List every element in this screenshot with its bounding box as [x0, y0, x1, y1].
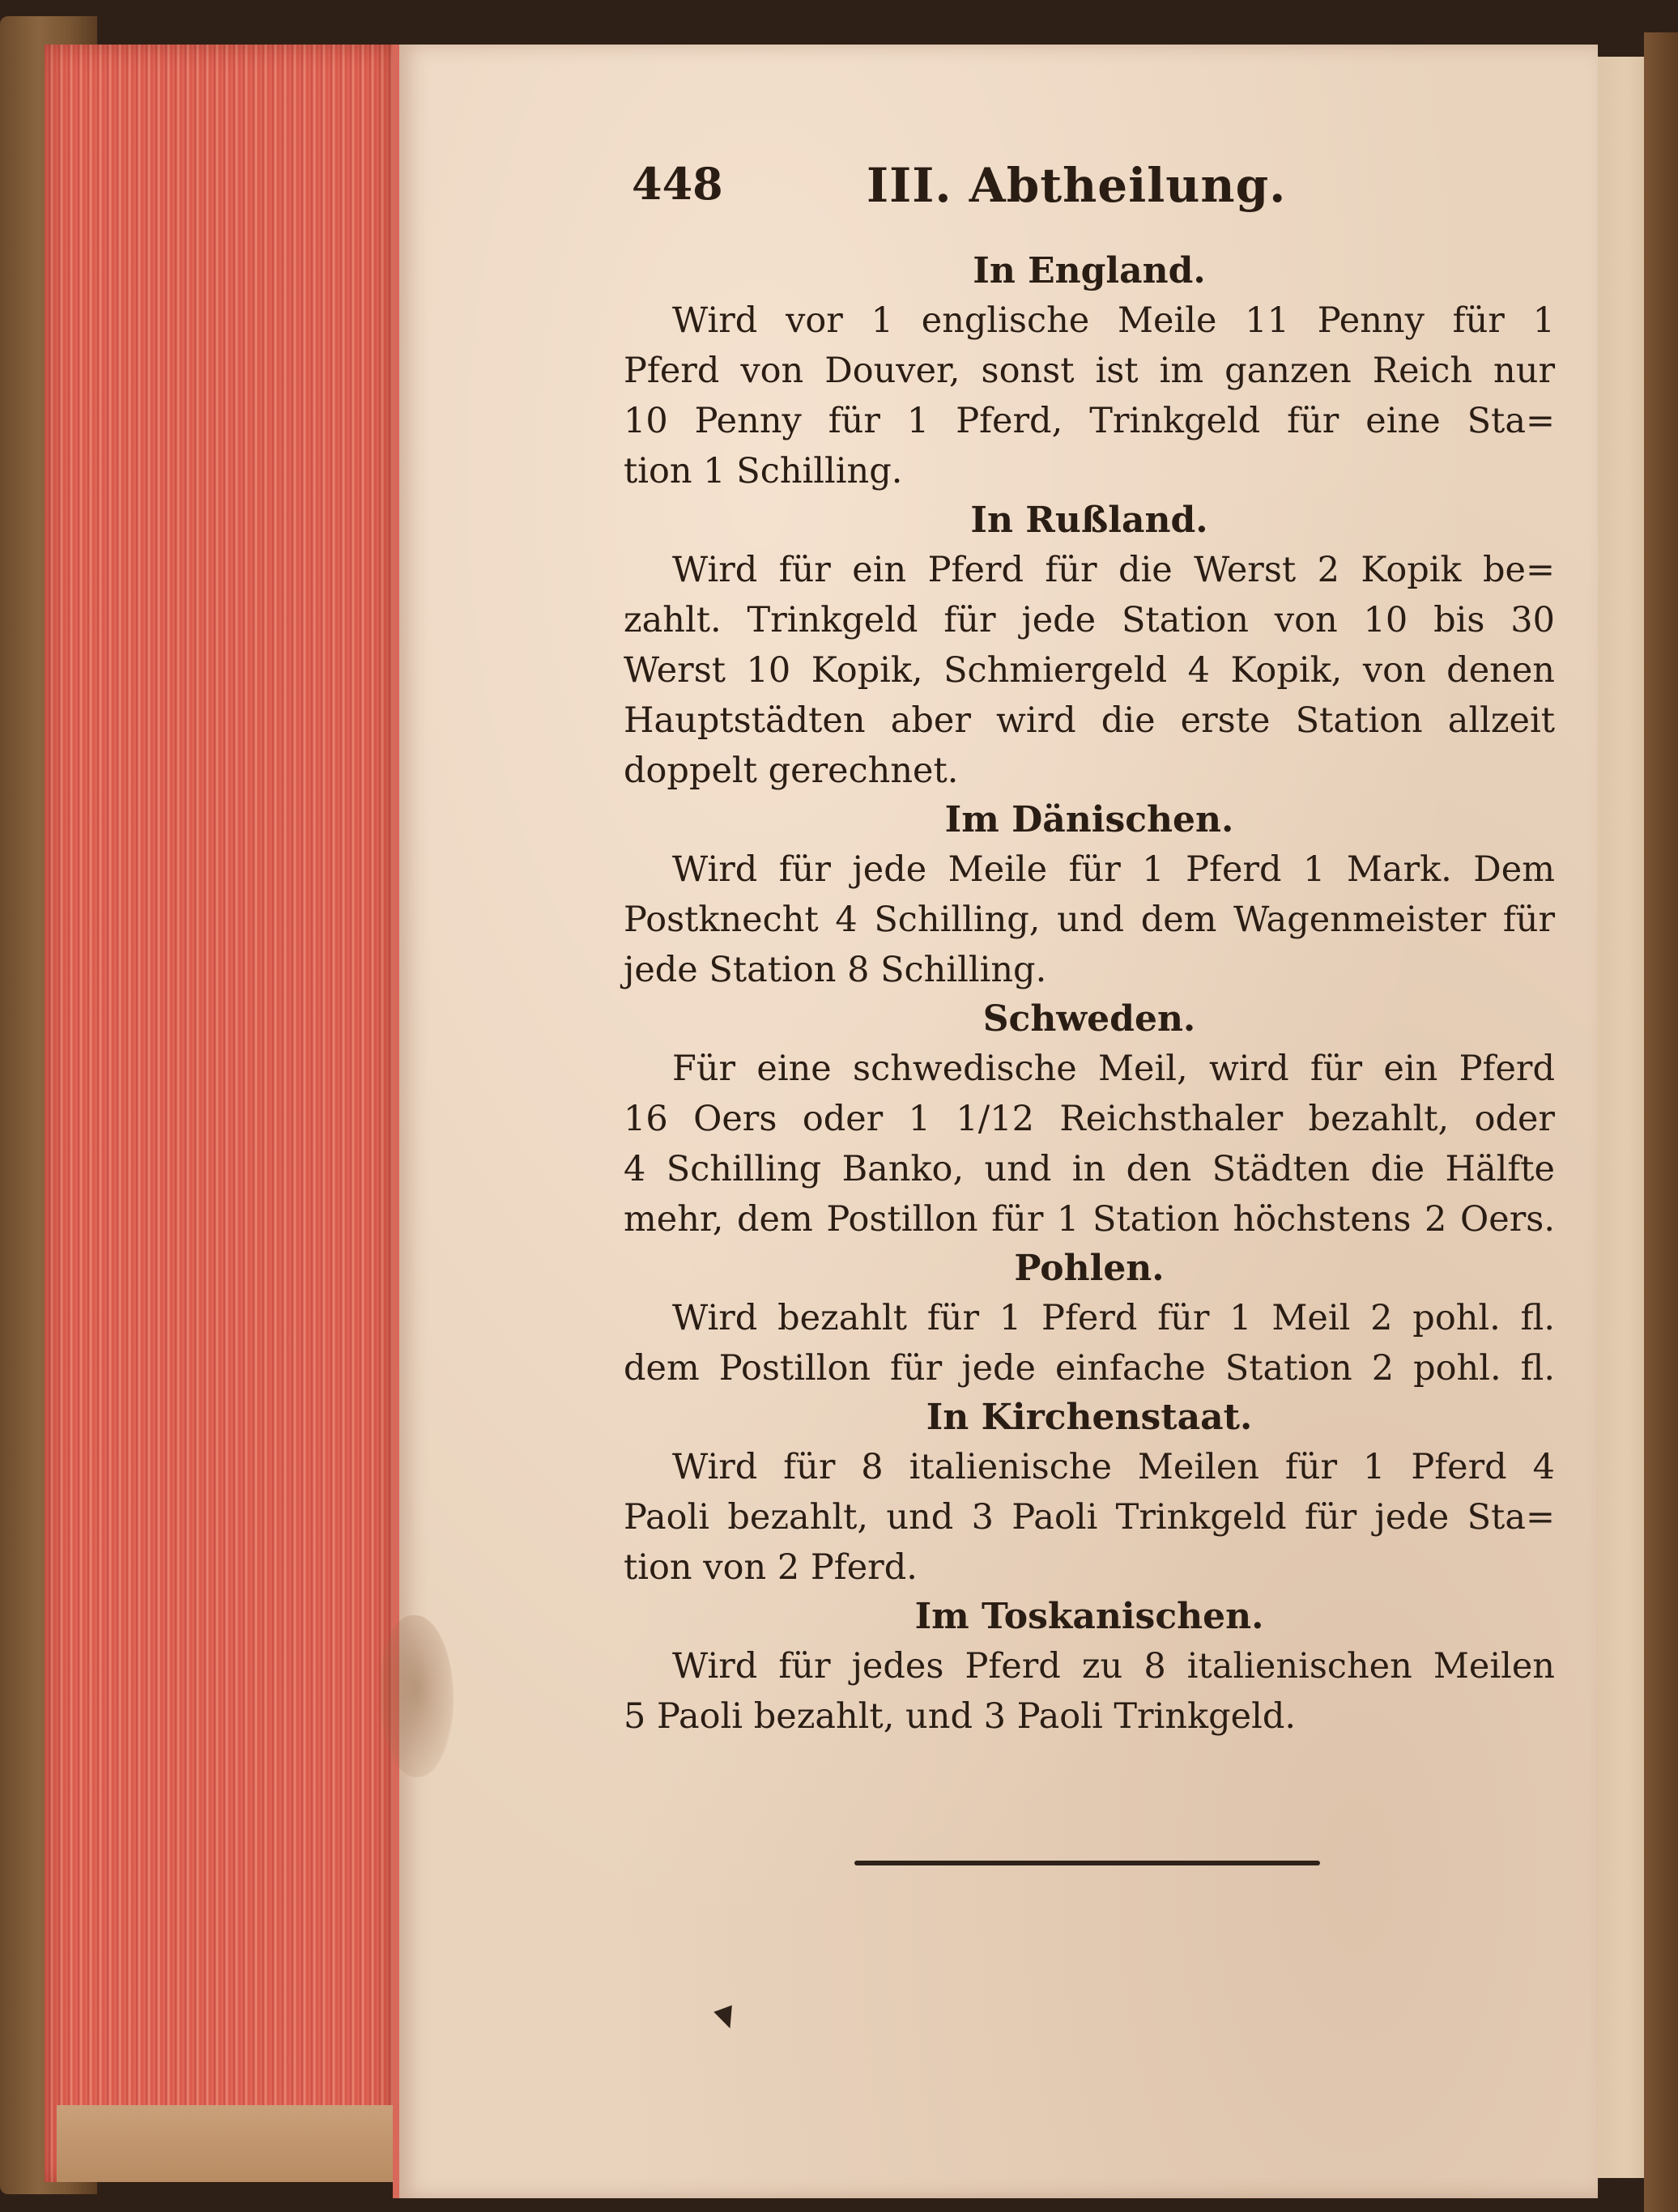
section-body [624, 1293, 1555, 1393]
section-title: Pohlen. [1014, 1248, 1165, 1289]
section-title: In Rußland. [970, 500, 1208, 541]
running-head: III. Abtheilung. [867, 158, 1287, 213]
text-line: tion 1 Schilling. [624, 451, 903, 491]
section-toskanischen [624, 1593, 1555, 1742]
text-line: jede Station 8 Schilling. [624, 950, 1047, 990]
text-line: Werst 10 Kopik, Schmiergeld 4 Kopik, von denen [624, 650, 1555, 691]
section-body [624, 1641, 1555, 1742]
text-line: dem Postillon für jede einfache Station 2 pohl. fl. [624, 1348, 1555, 1389]
text-line: 10 Penny für 1 Pferd, Trinkgeld für eine Sta= [624, 401, 1555, 441]
text-line: Postknecht 4 Schilling, und dem Wagenmeister für [624, 900, 1555, 940]
section-body [624, 296, 1555, 496]
page-edge-bottom [57, 2105, 397, 2182]
text-line: Wird für jede Meile für 1 Pferd 1 Mark. Dem [672, 849, 1555, 890]
section-body [624, 1044, 1555, 1244]
red-page-edges [45, 45, 398, 2182]
text-line: 16 Oers oder 1 1/12 Reichsthaler bezahlt, oder [624, 1099, 1555, 1139]
section-title: Im Dänischen. [944, 799, 1234, 840]
text-line: tion von 2 Pferd. [624, 1547, 918, 1588]
text-line: mehr, dem Postillon für 1 Station höchstens 2 Oers. [624, 1199, 1555, 1240]
text-line: zahlt. Trinkgeld für jede Station von 10 bis 30 [624, 600, 1555, 640]
section-title: Schweden. [982, 998, 1196, 1040]
book-cover-right [1644, 32, 1678, 2212]
text-line: Pferd von Douver, sonst ist im ganzen Reich nur [624, 351, 1555, 391]
text-line: Hauptstädten aber wird die erste Station allzeit [624, 700, 1555, 741]
section-body [624, 844, 1555, 995]
section-body [624, 1442, 1555, 1593]
text-line: 5 Paoli bezahlt, und 3 Paoli Trinkgeld. [624, 1696, 1297, 1737]
section-title: In Kirchenstaat. [926, 1397, 1253, 1438]
text-line: Wird für 8 italienische Meilen für 1 Pferd 4 [672, 1447, 1555, 1487]
page-text [624, 158, 1555, 1742]
section-kirchenstaat [624, 1393, 1555, 1593]
text-line: Wird für ein Pferd für die Werst 2 Kopik be= [672, 550, 1555, 590]
text-line: Wird vor 1 englische Meile 11 Penny für 1 [672, 300, 1555, 341]
section-title: In England. [973, 250, 1206, 291]
page-number: 448 [632, 158, 723, 210]
section-daenischen [624, 796, 1555, 995]
section-schweden [624, 995, 1555, 1244]
section-pohlen [624, 1244, 1555, 1393]
section-title: Im Toskanischen. [914, 1596, 1264, 1637]
text-line: 4 Schilling Banko, und in den Städten die Hälfte [624, 1149, 1555, 1189]
text-line: Wird bezahlt für 1 Pferd für 1 Meil 2 pohl. fl. [672, 1298, 1555, 1338]
text-line: doppelt gerechnet. [624, 751, 959, 791]
section-body [624, 545, 1555, 796]
text-line: Für eine schwedische Meil, wird für ein Pferd [672, 1049, 1555, 1089]
page-header [624, 158, 1555, 231]
section-end-rule [854, 1861, 1320, 1865]
text-line: Paoli bezahlt, und 3 Paoli Trinkgeld für jede Sta= [624, 1497, 1555, 1538]
section-england [624, 247, 1555, 496]
section-russland [624, 496, 1555, 796]
text-line: Wird für jedes Pferd zu 8 italienischen Meilen [672, 1646, 1555, 1687]
sections [624, 247, 1555, 1742]
